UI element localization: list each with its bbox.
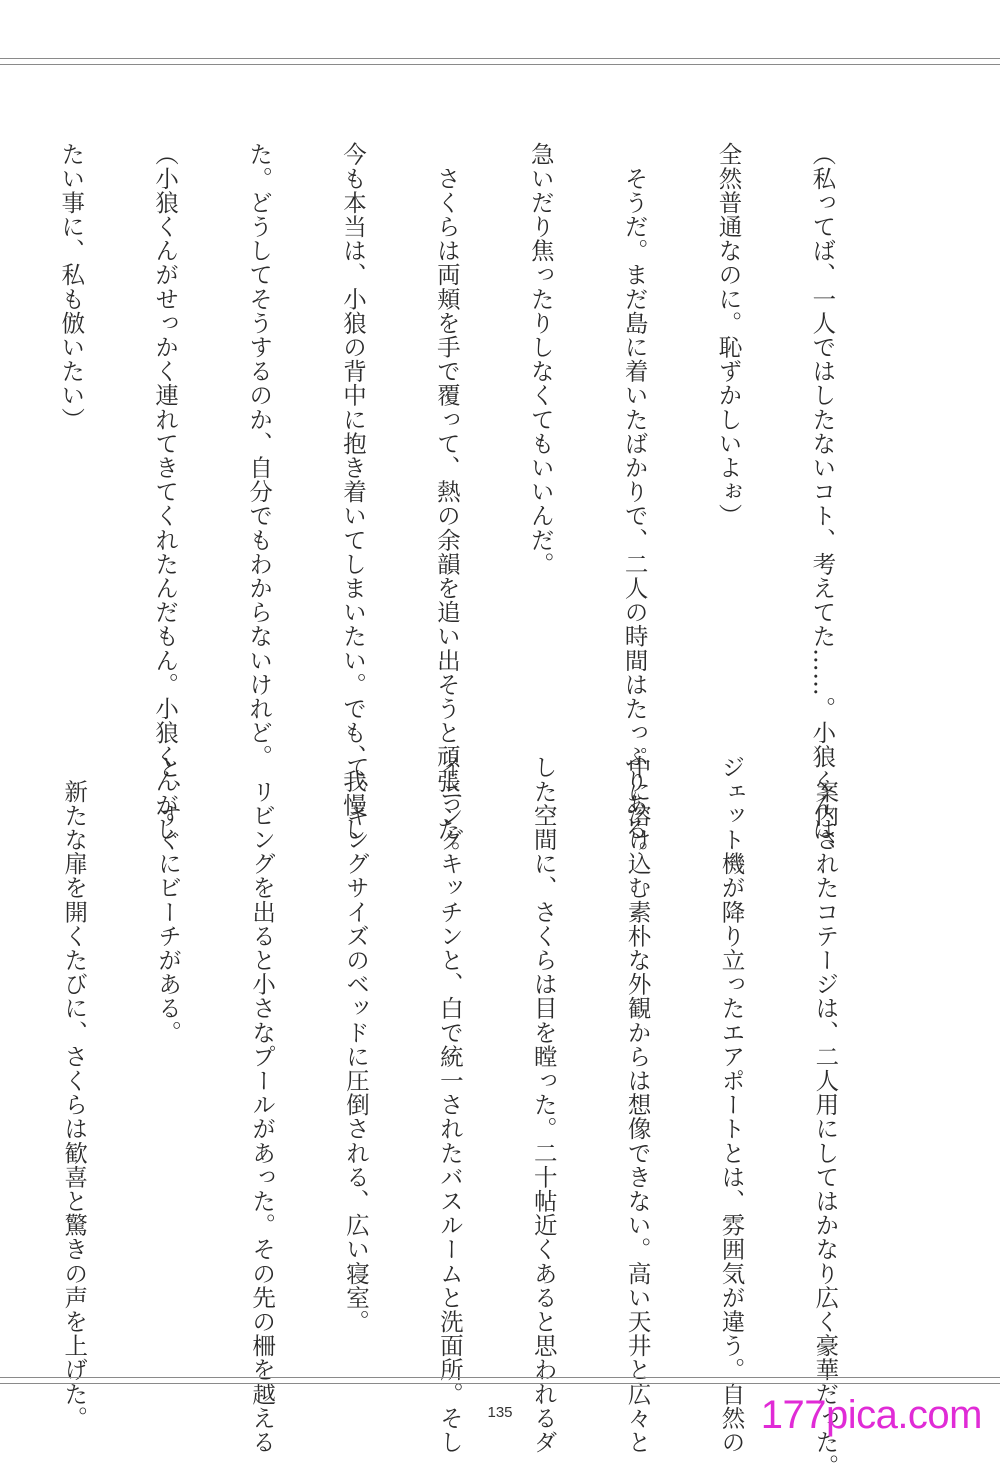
top-rule-inner <box>0 64 1000 65</box>
text-line: 全然普通なのに。恥ずかしいよぉ） <box>714 142 743 528</box>
text-line: 今も本当は、小狼の背中に抱き着いてしまいたい。でも、我慢し <box>338 142 367 841</box>
upper-text-column <box>0 142 900 865</box>
text-line: 新たな扉を開くたびに、さくらは歓喜と驚きの声を上げた。 <box>60 755 89 1430</box>
text-line: ジェット機が降り立ったエアポートとは、雰囲気が違う。自然の <box>717 755 746 1454</box>
text-line: さくらは両頬を手で覆って、熱の余韻を追い出そうと頑張った。 <box>432 142 461 865</box>
text-line: 案内されたコテージは、二人用にしてはかなり広く豪華だった。 <box>811 755 840 1478</box>
text-line: イニングキッチンと、白で統一されたバスルームと洗面所。そし <box>435 755 464 1454</box>
bottom-rule-outer <box>0 1377 1000 1378</box>
text-line: 中に溶け込む素朴な外観からは想像できない。高い天井と広々と <box>623 755 652 1454</box>
text-line: （私ってば、一人ではしたないコト、考えてた……。小狼くんは、 <box>808 142 837 865</box>
text-line: たい事に、私も倣いたい） <box>57 142 86 432</box>
text-line: （小狼くんがせっかく連れてきてくれたんだもん。小狼くんがし <box>151 142 180 841</box>
top-rule-outer <box>0 58 1000 59</box>
text-line: 急いだり焦ったりしなくてもいいんだ。 <box>526 142 555 576</box>
site-watermark: 177pica.com <box>760 1393 982 1437</box>
text-line: リビングを出ると小さなプールがあった。その先の柵を越える <box>248 755 277 1454</box>
text-line: て、キングサイズのベッドに圧倒される、広い寝室。 <box>341 755 370 1334</box>
text-line: と、すぐにビーチがある。 <box>154 755 183 1045</box>
text-line: そうだ。まだ島に着いたばかりで、二人の時間はたっぷりある。 <box>620 142 649 865</box>
text-line: た。どうしてそうするのか、自分でもわからないけれど。 <box>245 142 274 769</box>
text-line: した空間に、さくらは目を瞠った。二十帖近くあると思われるダ <box>529 755 558 1454</box>
page-number: 135 <box>487 1404 513 1421</box>
bottom-rule-inner <box>0 1383 1000 1384</box>
